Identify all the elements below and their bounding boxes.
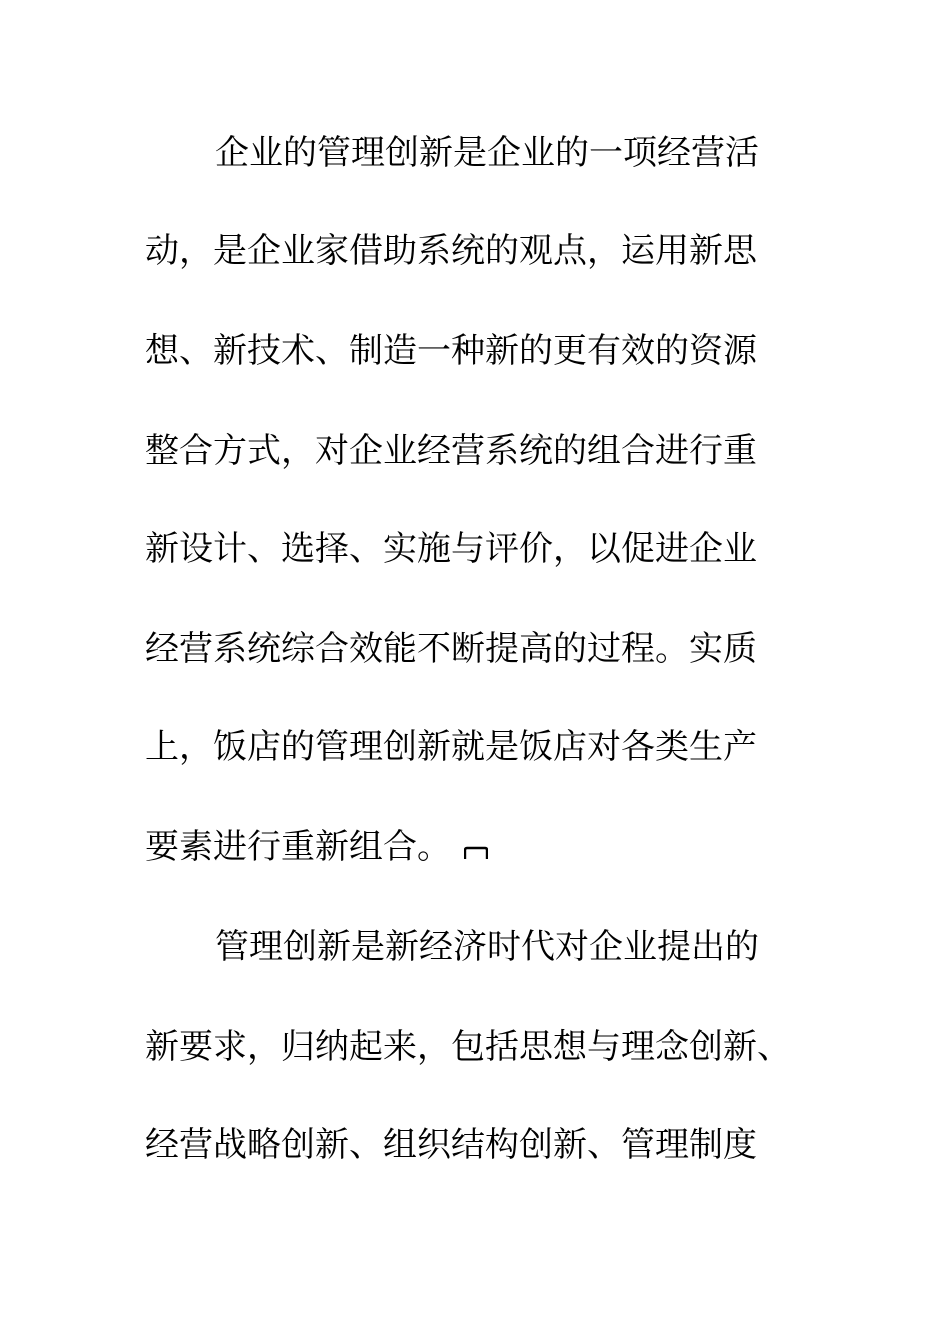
paragraph-1-line-1: 企业的管理创新是企业的一项经营活 (215, 133, 759, 173)
paragraph-2-line-1: 管理创新是新经济时代对企业提出的 (215, 927, 759, 967)
paragraph-1-line-7: 上，饭店的管理创新就是饭店对各类生产 (145, 727, 757, 767)
paragraph-2-line-3: 经营战略创新、组织结构创新、管理制度 (145, 1125, 757, 1165)
paragraph-1-line-6: 经营系统综合效能不断提高的过程。实质 (145, 629, 757, 669)
paragraph-1-line-2: 动，是企业家借助系统的观点，运用新思 (145, 231, 757, 271)
paragraph-1-line-8: 要素进行重新组合。 (145, 827, 451, 867)
paragraph-1-line-3: 想、新技术、制造一种新的更有效的资源 (145, 331, 757, 371)
footnote-marker-icon (464, 846, 488, 860)
paragraph-1-line-5: 新设计、选择、实施与评价，以促进企业 (145, 529, 757, 569)
paragraph-2-line-2: 新要求，归纳起来，包括思想与理念创新、 (145, 1027, 791, 1067)
paragraph-1-line-4: 整合方式，对企业经营系统的组合进行重 (145, 431, 757, 471)
